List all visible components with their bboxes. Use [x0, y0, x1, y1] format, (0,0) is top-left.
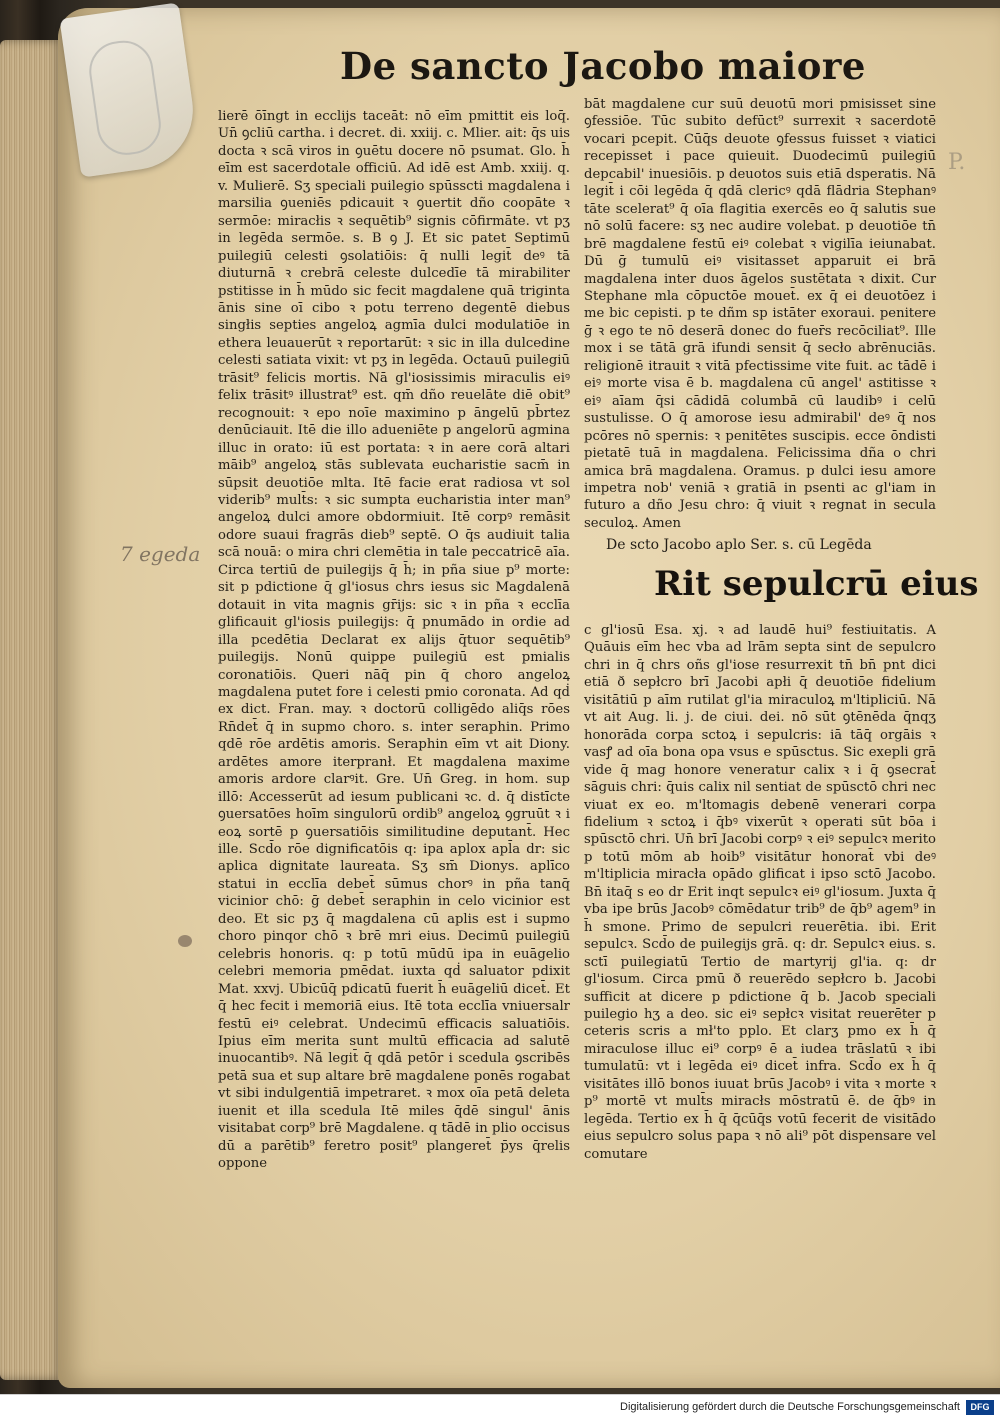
- margin-note-right: P.: [948, 150, 966, 175]
- page-edges: [0, 40, 64, 1380]
- funding-notice: Digitalisierung gefördert durch die Deutsche Forschungsgemeinschaft: [620, 1401, 960, 1413]
- right-column-top-text: bāt magdalene cur suū deuotū mori pmisisset sine ꝯfessiōe. Tūc subito defūct⁹ surrexit ꝛ sacerdotē vocari pcepit. Cūq̄s deuote ꝯfessus fuisset ꝛ viatici recepisset i pace quieuit. Duodecimū puilegiū depcabil' inuesiōis. p deuotos suis etiā dsperatis. Nā legit̄ i cōi legēda q̄ qdā clericꝰ qdā flādria Stephanꝰ tāte scelerat⁹ q̄ oīa flagitia exercēs eo q̄ salutis sue nō solū facere: sʒ nec audire volebat. p deuotiōe tn̄ brē magdalene festū eiꝰ colebat ꝛ vigilīa ieiunabat. Dū ḡ tumulū eiꝰ visitasset apparuit ei brā magdalena inter duos āgelos sustētata ꝛ dixit. Cur Stephane mla cōpuctōe mouet̄. ex q̄ ei deuotōez i me bic cepisti. p te dñm sp istāter exoraui. penitere ḡ ꝛ ego te nō deserā donec do fuer̄s recōciliat⁹. Ille mox i se tātā grā ifundi sensit q̄ secło abrēnuciās. religionē itrauit ꝛ vitā pfectissime vite fuit. ac tādē i eiꝰ morte visa ē b. magdalena cū angel' astitisse ꝛ eiꝰ aīam q̄si cādidā columbā cū laudibꝰ i celū sustulisse. O q̄ amorose iesu admirabil' deꝰ q̄ nos pcōres nō spernis: ꝛ penitētes suscipis. ecce ōndisti pietatē tuā in magdalena. Felicissima dña o chri amica brā magdalena. Oramus. p dulci iesu amore impetra nob' veniā ꝛ gratiā in psenti ac gl'iam in futuro a dño Jesu chro: q̄ viuit ꝛ regnat in secula seculoꝝ. Amen: [584, 97, 936, 531]
- ink-stain: [178, 935, 192, 947]
- footer-bar: [0, 1394, 1000, 1421]
- margin-note-left: 7 egeda: [120, 542, 201, 566]
- bookmark-loop: [85, 37, 164, 159]
- right-column-top: [584, 96, 936, 531]
- left-column: [218, 108, 570, 1172]
- dfg-logo: DFG: [966, 1400, 994, 1415]
- right-column-bottom-text: c gl'iosū Esa. xj. ꝛ ad laudē hui⁹ festiuitatis. A Quāuis eīm hec vba ad lrām septa sint de sepulcro chri in q̄ chrs oñs gl'iose resurrexit tn̄ bn̄ pnt dici etiā ð sepłcro brī Jacobi apłi q̄ deuotiōe fidelium visitātiū p aīm rutilat gl'ia miraculoꝝ m'ltipliciū. Nā vt ait Aug. li. j. de ciui. dei. nō sūt ꝯtēnēda q̄nqʒ honorāda corpa sctoꝝ i sepulcris: iā tāq̄ orgāis ꝛ vasꝭ ad oīa bona opa vsus e spūsctus. Sic exepli grā vide q̄ mag honore veneratur calix ꝛ i q̄ ꝯsecrat̄ sāguis chri: q̄uis calix nil sentiat de spūsctō chri nec viuat ex eo. m'ltomagis debenē venerari corpa fidelium ꝛ sctoꝝ i q̄bꝰ vixerūt ꝛ operati sūt bōa i spūsctō chri. Un̄ brī Jacobi corpꝰ ꝛ eiꝰ sepulcꝛ merito p totū mōm ab hoib⁹ visitātur honorat̄ vbi deꝰ m'ltiplicia miracła opādo glificat i ipso sctō Jacobo. Bn̄ itaq̄ s eo dr Erit inqt sepulcꝛ eiꝰ gl'iosum. Juxta q̄ vba ipe brūs Jacobꝰ cōmēdatur trib⁹ de q̄b⁹ agem⁹ in h̄ smone. Primo de sepulcri reuerētia. ibi. Erit sepulcꝛ. Scd̄o de puilegijs grā. q: dr. Sepulcꝛ eius. s. sctī puilegiatū Tertio de martyrij gl'ia. q: dr gl'iosum. Circa pmū ð reuerēdo sepłcro b. Jacobi sufficit at dicere p pdictione q̄ b. Jacob speciali puilegio hʒ a deo. sic eiꝰ sepłcꝛ visitat reuerēter p ceteris scris a mł'to pplo. Et clarʒ pmo ex h̄ q̄ miraculose illuc ei⁹ corpꝰ ē a iudea trāslatū ꝛ ibi tumulatū: vt i legēda eiꝰ dicet̄ infra. Scd̄o ex h̄ q̄ visitātes illō bonos iuuat brūs Jacobꝰ i vita ꝛ morte ꝛ p⁹ mortē vt mult̄s miracłs mōstratū ē. de q̄bꝰ in legēda. Tertio ex h̄ q̄ q̄cūq̄s votū fecerit de visitādo eius sepulcro solus papa ꝛ nō ali⁹ pōt dispensare vel comutare: [584, 623, 936, 1162]
- section-title: De scto Jacobo aplo Ser. s. cū Legēda: [606, 537, 872, 553]
- section-incipit: Rit sepulcrū eius: [654, 564, 979, 604]
- right-column-bottom: [584, 622, 936, 1174]
- running-heading: De sancto Jacobo maiore: [340, 44, 866, 88]
- left-column-text: lierē ōīngt in ecclijs taceāt: nō eīm pmittit eis loq̄. Un̄ ꝯcliū cartha. i decret. di. xxiij. c. Mlier. ait: q̄s uis docta ꝛ scā viros in ꝯuētu docere nō psumat. Glo. h̄ eīm est sacerdotale officiū. Ad idē est Amb. xxiij. q. v. Mulierē. Sʒ speciali puilegio spūsscti magdalena i marsilia ꝯueniēs pdicauit ꝛ ꝯuertit dño coopāte ꝛ sermōe: miracłis ꝛ sequētib⁹ signis cōfirmāte. vt pʒ in legēda sermōe. s. B ꝯ J. Et sic patet Septimū puilegiū celesti ꝯsolatiōis: q̄ nulli legit̄ deꝰ tā diuturnā ꝛ crebrā celeste dulcedīe tā mirabiliter pstitisse in h̄ mūdo sic fecit magdalene quā triginta ānis sine oī cibo ꝛ potu terreno degentē diebus singłis septies angeloꝝ agmīa dulci modulatiōe in ethera leuauerūt ꝛ reportarūt: ꝛ sic in illa dulcedine celesti satiata vixit: vt pʒ in legēda. Octauū puilegiū trāsit⁹ felicis mortis. Nā gl'iosissimis miraculis eiꝰ felix trāsitꝰ illustrat⁹ est. qm̄ dño reuelāte diē obit⁹ recognouit: ꝛ epo noīe maximino p āngelū pb̄rtez denūciauit. Itē die illo adueniēte p angelorū agmina illuc in orato: iū est portata: ꝛ in aere corā altari māib⁹ angeloꝝ stās sublevata eucharistie sacm̄ in sūpsit deuotiōe mlta. Itē facie erat radiosa vt sol viderib⁹ mult̄s: ꝛ sic sumpta eucharistia inter man⁹ angeloꝝ dulci amore obdormiuit. Itē corpꝰ remāsit odore suaui fragrās dieb⁹ septē. O q̄s audiuit talia scā nouā: o mira chri clemētia in tale peccatricē aīa. Circa tertiū de puilegijs q̄ h̄; in pña siue p⁹ morte: sit p pdictione q̄ gl'iosus chrs iesus sic Magdalenā dotauit in vita magnis gr̄ijs: sic ꝛ in pña ꝛ ecclīa glificauit gl'iosis puilegijs: q̄ pnumādo in ordie ad illa pcedētia Declarat ex alijs q̄tuor sequētib⁹ puilegijs. Nonū quippe puilegiū est pmialis coronatiōis. Queri nāq̄ pin q̄ choro angeloꝝ magdalena putet fore i celesti pmio coronata. Ad qḋ ex dict. Fran. may. ꝛ doctorū colligēdo aliq̄s rōes Rn̄det̄ q̄ in supmo choro. s. inter seraphin. Primo qdē rōe ardētis amoris. Seraphin eīm vt ait Diony. ardētes amore iterpranł. Et magdalena maxime amoris ardore clarꝰit. Gre. Un̄ Greg. in hom. sup illō: Accesserūt ad iesum publicani ꝛc. d. q̄ distīcte ꝯuersatōes hoīm singulorū ordib⁹ angeloꝝ ꝯgruūt ꝛ i eoꝝ sortē p ꝯuersatiōis similitudine deputant̄. Hec ille. Scd̄o rōe dignificatōis q: ipa aplox apl̄a dr: sic aplica dignitate laureata. Sʒ sm̄ Dionys. aplīco statui in ecclīa debet̄ sūmus chorꝰ in pña tanq̄ vicinior chō: ḡ debet̄ seraphin in celo vicinior est deo. Et sic pʒ q̄ magdalena cū aplis est i supmo choro pinqor chō ꝛ brē mri eius. Decimū puilegiū celebris honoris. q: p totū mūdū ipa in euāgelio celebri memoria pmēdat. iuxta qḋ saluator pdixit Mat. xxvj. Ubicūq̄ pdicatū fuerit h̄ euāgeliū dicet̄. Et q̄ hec fecit i memoriā eius. Itē tota ecclīa vniuersalr festū eiꝰ celebrat. Undecimū efficacis saluatiōis. Ipius eīm merita sunt multū efficacia ad salutē inuocantibꝰ. Nā legit̄ q̄ qdā petōr i scedula ꝯscribēs petā sua et sup altare brē magdalene ponēs rogabat vt sibi indulgentiā impetraret. ꝛ mox oīa petā deleta iuenit et illa scedula Itē miles q̄dē singul' ānis visitabat corp⁹ brē Magdalene. q tādē in plio occisus dū a parētib⁹ feretro posit⁹ plangeret̄ p̄ys q̄relis oppone: [218, 109, 570, 1172]
